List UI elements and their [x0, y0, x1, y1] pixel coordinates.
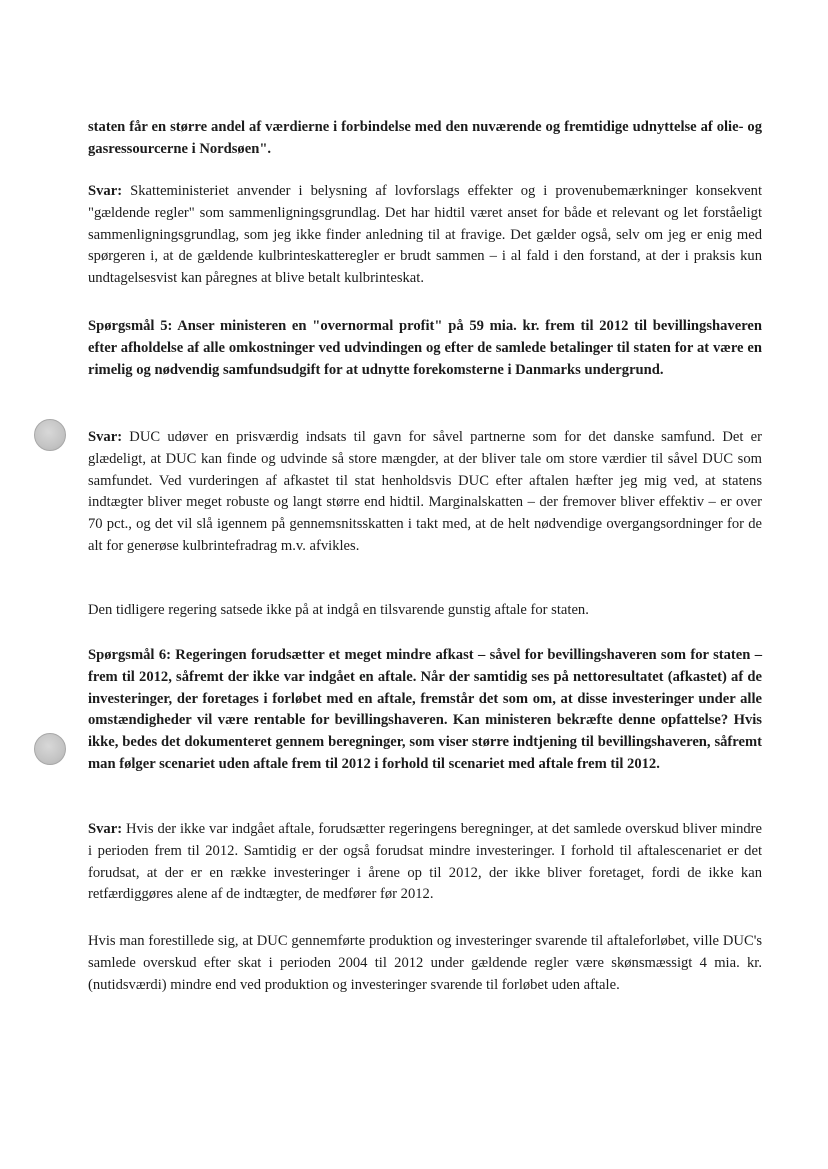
answer-text: Hvis der ikke var indgået aftale, forudsætter regeringens beregninger, at det samlede overskud bliver mindre i perioden frem til 2012. Samtidig er der også forudsat mindre investeringer. I forhold til aftalescenariet er det forudsat, at der er en række investeringer i årene op til 2012, der ikke bliver foretaget, fordi de ikke kan retfærdiggøres alene af de indtægter, de medfører før 2012.	[88, 821, 762, 903]
answer-label: Svar:	[88, 183, 123, 199]
answer-text: Skatteministeriet anvender i belysning af lovforslags effekter og i provenubemærkninger konsekvent "gældende regler" som sammenligningsgrundlag. Det har hidtil været anset for både et relevant og let forståeligt sammenligningsgrundlag, som jeg ikke finder anledning til at fravige. Det gælder også, selv om jeg er enig med spørgeren i, at de gældende kulbrinteskatteregler er brudt sammen – i al fald i den forstand, at der i praksis kun undtagelsesvist kan påregnes at blive betalt kulbrinteskat.	[88, 183, 762, 287]
answer-6	[88, 819, 762, 906]
answer-text: DUC udøver en prisværdig indsats til gavn for såvel partnerne som for det danske samfund. Det er glædeligt, at DUC kan finde og udvinde så store mængder, at der bliver tale om store værdier til såvel DUC som samfundet. Ved vurderingen af afkastet til stat henholdsvis DUC efter aftalen hæfter jeg mig ved, at statens indtægter bliver meget robuste og langt større end hidtil. Marginalskatten – der fremover bliver effektiv – er over 70 pct., og det vil slå igennem på gennemsnitsskatten i takt med, at de helt nødvendige overgangsordninger for de alt for generøse kulbrintefradrag m.v. afvikles.	[88, 429, 762, 554]
answer-label: Svar:	[88, 429, 123, 445]
punch-hole-bottom	[34, 733, 66, 765]
question-6: Spørgsmål 6: Regeringen forudsætter et meget mindre afkast – såvel for bevillingshaveren som for staten – frem til 2012, såfremt der ikke var indgået en aftale. Når der samtidig ses på nettoresultatet (afkastet) af de investeringer, der foretages i forløbet med en aftale, fremstår det som om, at disse investeringer under alle omstændigheder vil være rentable for bevillingshaveren. Kan ministeren bekræfte denne opfattelse? Hvis ikke, bedes det dokumenteret gennem beregninger, som viser større indtjening til bevillingshaveren, såfremt man følger scenariet uden aftale frem til 2012 i forhold til scenariet med aftale frem til 2012.	[88, 647, 762, 772]
punch-hole-top	[34, 419, 66, 451]
answer-5	[88, 427, 762, 558]
answer-label: Svar:	[88, 821, 123, 837]
answer-6-continuation: Hvis man forestillede sig, at DUC gennemførte produktion og investeringer svarende til aftaleforløbet, ville DUC's samlede overskud efter skat i perioden 2004 til 2012 under gældende regler være skønsmæssigt 4 mia. kr. (nutidsværdi) mindre end ved produktion og investeringer svarende til forløbet uden aftale.	[88, 933, 762, 993]
answer-4	[88, 181, 762, 290]
question-4-continuation: staten får en større andel af værdierne i forbindelse med den nuværende og fremtidige udnyttelse af olie- og gasressourcerne i Nordsøen".	[88, 119, 762, 157]
answer-5-addendum: Den tidligere regering satsede ikke på at indgå en tilsvarende gunstig aftale for staten.	[88, 602, 589, 618]
question-5: Spørgsmål 5: Anser ministeren en "overnormal profit" på 59 mia. kr. frem til 2012 til bevillingshaveren efter afholdelse af alle omkostninger ved udvindingen og efter de samlede betalinger til staten for at være en rimelig og nødvendig samfundsudgift for at udnytte forekomsterne i Danmarks undergrund.	[88, 318, 762, 378]
